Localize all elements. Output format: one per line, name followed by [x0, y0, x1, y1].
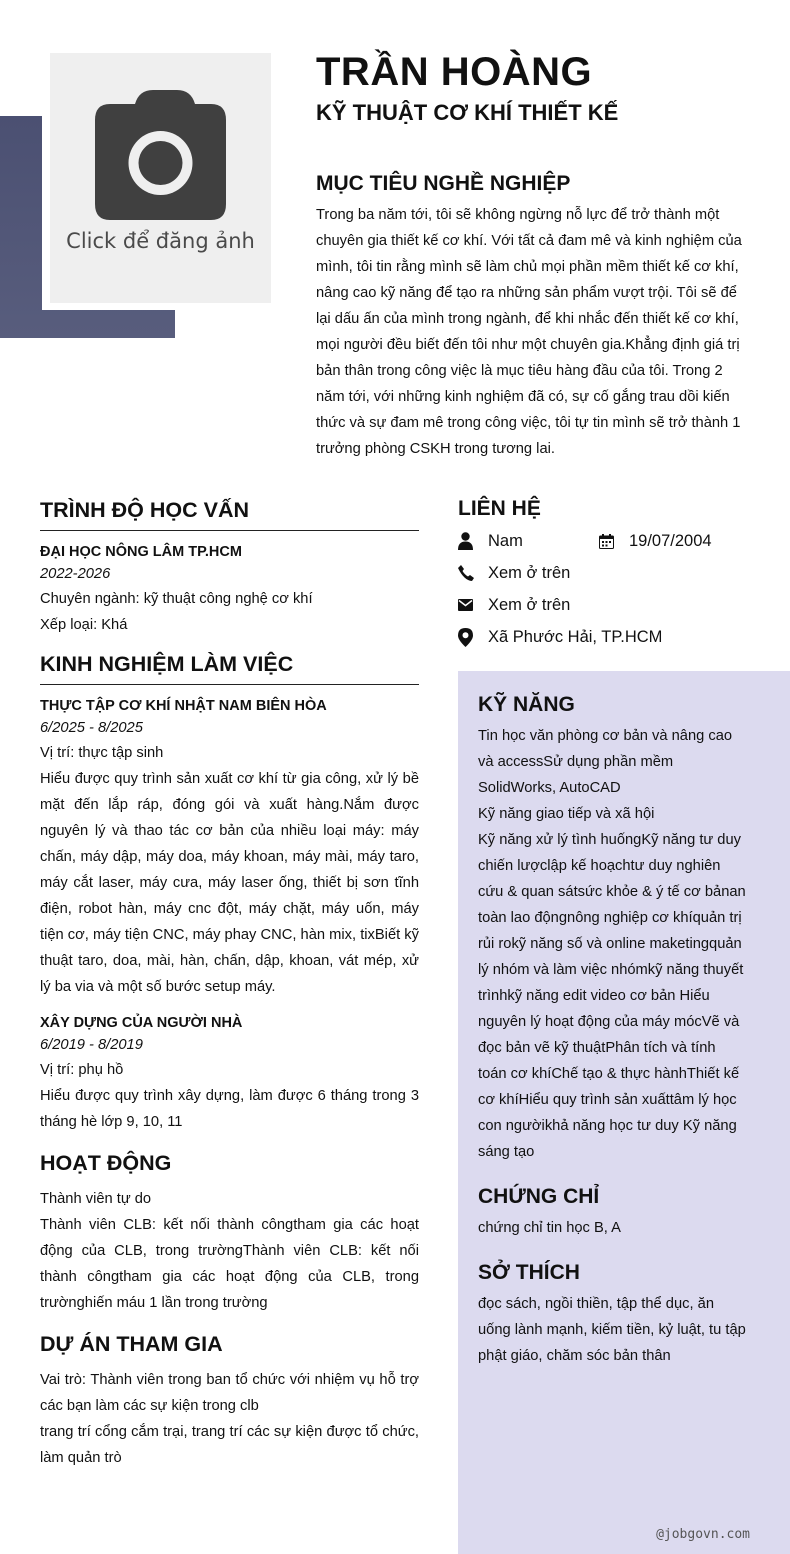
upload-caption: Click để đăng ảnh [66, 229, 255, 253]
phone-value[interactable]: Xem ở trên [488, 563, 571, 582]
camera-icon [95, 90, 226, 220]
education-grade: Xếp loại: Khá [40, 617, 128, 633]
activities-heading: HOẠT ĐỘNG [40, 1151, 172, 1175]
skills-list [478, 723, 750, 1165]
projects-role: Vai trò: Thành viên trong ban tổ chức với nhiệm vụ hỗ trợ các bạn làm các sự kiện trong clb [40, 1372, 419, 1414]
education-heading: TRÌNH ĐỘ HỌC VẤN [40, 498, 250, 522]
contact-gender [458, 525, 778, 557]
avatar-upload[interactable] [50, 53, 271, 303]
address-value: Xã Phước Hải, TP.HCM [488, 627, 663, 646]
objective-line: lại dấu ấn của mình trong ngành, để khi nhắc đến thiết kế cơ khí, [316, 311, 739, 327]
gender-value: Nam [488, 531, 523, 550]
certificates-heading: CHỨNG CHỈ [478, 1185, 600, 1208]
skill-line: nguyên lý hoạt động của máy mócVẽ và [478, 1014, 740, 1030]
objective-text [316, 202, 748, 462]
job-title-2: XÂY DỰNG CỦA NGƯỜI NHÀ [40, 1015, 243, 1031]
activities-role: Thành viên tự do [40, 1191, 152, 1207]
skill-line: Kỹ năng xử lý tình huốngKỹ năng tư duy [478, 832, 741, 848]
skill-line: cứu & quan sátsức khỏe & ý tế cơ bảnan [478, 884, 746, 900]
objective-heading: MỤC TIÊU NGHỀ NGHIỆP [316, 172, 571, 195]
job-position-2: Vị trí: phụ hồ [40, 1062, 124, 1078]
education-major: Chuyên ngành: kỹ thuật công nghệ cơ khí [40, 591, 313, 607]
skill-line: trìnhkỹ năng edit video cơ bản Hiểu [478, 988, 710, 1004]
skill-line: SolidWorks, AutoCAD [478, 780, 621, 796]
left-column [40, 498, 419, 1471]
skill-line: đọc bản vẽ kỹ thuậtPhân tích và tính [478, 1040, 716, 1056]
skill-line: và accessSử dụng phần mềm [478, 754, 674, 770]
contact-section [458, 497, 778, 653]
phone-icon [458, 565, 488, 581]
job-period-1: 6/2025 - 8/2025 [40, 720, 143, 736]
objective-line: chuyên gia thiết kế cơ khí. Với tất cả đam mê và kinh nghiệm của [316, 233, 742, 249]
skill-line: lý nhóm và làm việc nhómkỹ năng thuyết [478, 962, 744, 978]
skill-line: toán cơ khíChế tạo & thực hànhThiết kế [478, 1066, 740, 1082]
hobbies-list [478, 1291, 750, 1369]
hobby-line: đọc sách, ngồi thiền, tập thể dục, ăn [478, 1296, 714, 1312]
skill-line: cơ khíHiểu quy trình sản xuấttâm lý học [478, 1092, 737, 1108]
school-name: ĐẠI HỌC NÔNG LÂM TP.HCM [40, 544, 242, 560]
objective-line: thức và sự đam mê trong công việc, tôi tự tin mình sẽ trở thành 1 [316, 415, 741, 431]
skill-line: Kỹ năng giao tiếp và xã hội [478, 806, 655, 822]
hobby-line: phật giáo, chăm sóc bản thân [478, 1348, 671, 1364]
job-description-1: Hiểu được quy trình sản xuất cơ khí từ gia công, xử lý bề mặt đến lắp ráp, đóng gói và xuất hàng.Nắm được nguyên lý và thao tác cơ bản của nhiều loại máy: máy chấn, máy dập, máy doa, máy khoan, máy mài, máy taro, máy cắt laser, máy cưa, máy laser ống, thiết bị sơn tĩnh điện, robot hàn, máy cnc đột, máy chặt, máy uốn, máy tiện cơ, máy tiện CNC, máy phay CNC, hàn mix, tixBiết kỹ thuật taro, doa, mài, hàn, chấn, dập, khoan, vát mép, xử lý ba via và một số bước setup máy. [40, 771, 419, 995]
hobbies-section [478, 1261, 750, 1369]
contact-heading: LIÊN HỆ [458, 497, 541, 520]
objective-line: mình, tôi tin rằng mình sẽ làm chủ mọi phần mềm thiết kế cơ khí, [316, 259, 739, 275]
education-section [40, 498, 419, 531]
birthday-value: 19/07/2004 [629, 531, 712, 550]
contact-birthday [599, 525, 712, 557]
projects-heading: DỰ ÁN THAM GIA [40, 1332, 223, 1356]
skill-line: toàn lao độngnông nghiệp cơ khíquản trị [478, 910, 742, 926]
skills-section [478, 693, 750, 1165]
hobby-line: uống lành mạnh, kiếm tiền, kỷ luật, tu tập [478, 1322, 746, 1338]
skill-line: chiến lượclập kế hoạchtư duy nghiên [478, 858, 721, 874]
contact-address [458, 621, 778, 653]
objective-line: mọi người đều biết đến tôi như một chuyên gia.Khẳng định giá trị [316, 337, 740, 353]
objective-line: Trong ba năm tới, tôi sẽ không ngừng nỗ lực để trở thành một [316, 207, 720, 223]
candidate-name: TRẦN HOÀNG [316, 50, 593, 94]
skill-line: con ngườikhả năng học tư duy Kỹ năng [478, 1118, 737, 1134]
job-title-1: THỰC TẬP CƠ KHÍ NHẬT NAM BIÊN HÒA [40, 698, 327, 714]
skill-line: sáng tạo [478, 1144, 535, 1160]
experience-heading: KINH NGHIỆM LÀM VIỆC [40, 652, 294, 676]
person-icon [458, 532, 488, 550]
certificates-section [478, 1185, 750, 1241]
objective-line: trưởng phòng CSKH trong tương lai. [316, 441, 555, 457]
job-title: KỸ THUẬT CƠ KHÍ THIẾT KẾ [316, 100, 619, 125]
skill-line: Tin học văn phòng cơ bản và nâng cao [478, 728, 733, 744]
contact-phone [458, 557, 778, 589]
objective-line: nâng cao kỹ năng để tạo ra những sản phẩm vượt trội. Tôi sẽ để [316, 285, 737, 301]
email-value[interactable]: Xem ở trên [488, 595, 571, 614]
projects-description: trang trí cổng cắm trại, trang trí các sự kiện được tổ chức, làm quản trò [40, 1424, 419, 1466]
skills-heading: KỸ NĂNG [478, 693, 575, 716]
hobbies-heading: SỞ THÍCH [478, 1261, 580, 1284]
email-icon [458, 599, 488, 611]
certificate-text: chứng chỉ tin học B, A [478, 1220, 621, 1236]
objective-line: bản thân trong công việc là mục tiêu hàng đầu của tôi. Trong 2 [316, 363, 723, 379]
contact-email [458, 589, 778, 621]
side-panel [458, 671, 790, 1554]
calendar-icon [599, 534, 629, 549]
skill-line: rủi rokỹ năng số và online maketingquản [478, 936, 742, 952]
experience-section [40, 652, 419, 685]
job-period-2: 6/2019 - 8/2019 [40, 1037, 143, 1053]
watermark: @jobgovn.com [656, 1527, 750, 1542]
job-description-2: Hiểu được quy trình xây dựng, làm được 6 tháng trong 3 tháng hè lớp 9, 10, 11 [40, 1088, 419, 1130]
education-period: 2022-2026 [40, 566, 111, 582]
activities-description: Thành viên CLB: kết nối thành côngtham gia các hoạt động của CLB, trong trườngThành viên CLB: kết nối thành côngtham gia các hoạt động của CLB, trong trườnghiến máu 1 lần trong trường [40, 1217, 419, 1311]
job-position-1: Vị trí: thực tập sinh [40, 745, 164, 761]
location-pin-icon [458, 628, 488, 647]
objective-line: năm tới, với những kinh nghiệm đã có, sự cố gắng trau dồi kiến [316, 389, 730, 405]
